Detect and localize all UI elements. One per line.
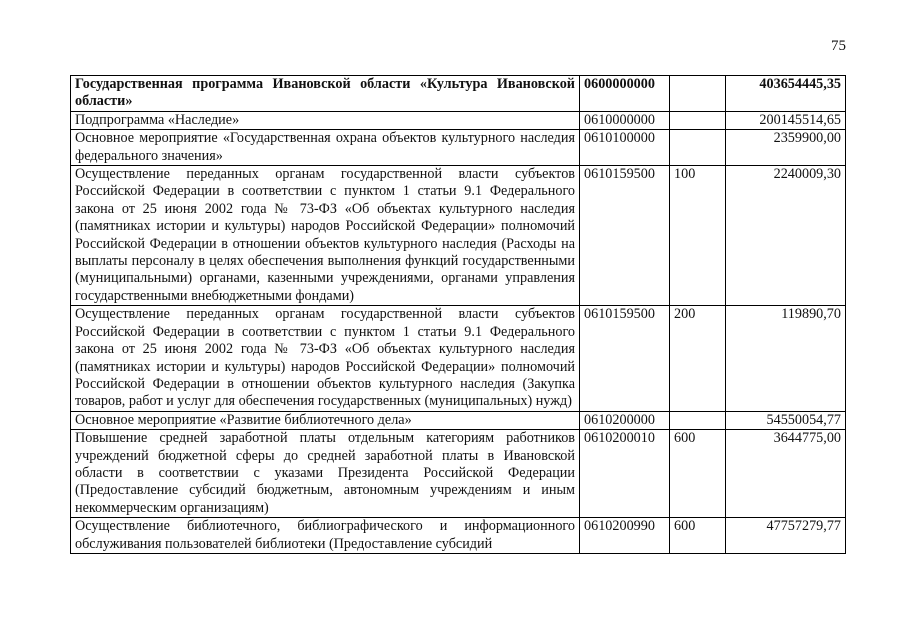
row-amount: 119890,70 <box>726 306 846 411</box>
row-expense-type: 200 <box>670 306 726 411</box>
row-expense-type <box>670 130 726 166</box>
table-row <box>71 76 846 112</box>
row-expense-type <box>670 76 726 112</box>
row-expense-type: 100 <box>670 166 726 306</box>
row-code: 0610200010 <box>580 430 670 518</box>
row-amount: 54550054,77 <box>726 411 846 429</box>
table-row <box>71 306 846 411</box>
table-row <box>71 166 846 306</box>
row-amount: 403654445,35 <box>726 76 846 112</box>
row-code: 0610000000 <box>580 111 670 129</box>
row-expense-type: 600 <box>670 518 726 554</box>
table-row <box>71 411 846 429</box>
row-name: Осуществление библиотечного, библиографического и информационного обслуживания пользователей библиотеки (Предоставление субсидий <box>71 518 580 554</box>
row-amount: 200145514,65 <box>726 111 846 129</box>
row-code: 0610200990 <box>580 518 670 554</box>
table-row <box>71 430 846 518</box>
budget-table-body <box>71 76 846 554</box>
row-code: 0610100000 <box>580 130 670 166</box>
row-name: Осуществление переданных органам государственной власти субъектов Российской Федерации в соответствии с пунктом 1 статьи 9.1 Федерального закона от 25 июня 2002 года № 73-ФЗ «Об объектах культурного наследия (памятниках истории и культуры) народов Российской Федерации» полномочий Российской Федерации в отношении объектов культурного наследия (Закупка товаров, работ и услуг для обеспечения государственных (муниципальных) нужд) <box>71 306 580 411</box>
table-row <box>71 518 846 554</box>
row-name: Основное мероприятие «Развитие библиотечного дела» <box>71 411 580 429</box>
row-name: Осуществление переданных органам государственной власти субъектов Российской Федерации в соответствии с пунктом 1 статьи 9.1 Федерального закона от 25 июня 2002 года № 73-ФЗ «Об объектах культурного наследия (памятниках истории и культуры) народов Российской Федерации» полномочий Российской Федерации в отношении объектов культурного наследия (Расходы на выплаты персоналу в целях обеспечения выполнения функций государственными (муниципальными) органами, казенными учреждениями, органами управления государственными внебюджетными фондами) <box>71 166 580 306</box>
row-name: Повышение средней заработной платы отдельным категориям работников учреждений бюджетной сферы до средней заработной платы в Ивановской области в соответствии с указами Президента Российской Федерации (Предоставление субсидий бюджетным, автономным учреждениям и иным некоммерческим организациям) <box>71 430 580 518</box>
row-amount: 47757279,77 <box>726 518 846 554</box>
row-name: Государственная программа Ивановской области «Культура Ивановской области» <box>71 76 580 112</box>
row-code: 0600000000 <box>580 76 670 112</box>
row-amount: 3644775,00 <box>726 430 846 518</box>
row-name: Подпрограмма «Наследие» <box>71 111 580 129</box>
row-code: 0610159500 <box>580 306 670 411</box>
row-amount: 2359900,00 <box>726 130 846 166</box>
row-expense-type <box>670 411 726 429</box>
row-expense-type: 600 <box>670 430 726 518</box>
row-expense-type <box>670 111 726 129</box>
table-row <box>71 111 846 129</box>
budget-table <box>70 75 846 554</box>
row-code: 0610200000 <box>580 411 670 429</box>
row-amount: 2240009,30 <box>726 166 846 306</box>
row-code: 0610159500 <box>580 166 670 306</box>
page-number: 75 <box>831 38 846 54</box>
table-row <box>71 130 846 166</box>
row-name: Основное мероприятие «Государственная охрана объектов культурного наследия федерального значения» <box>71 130 580 166</box>
